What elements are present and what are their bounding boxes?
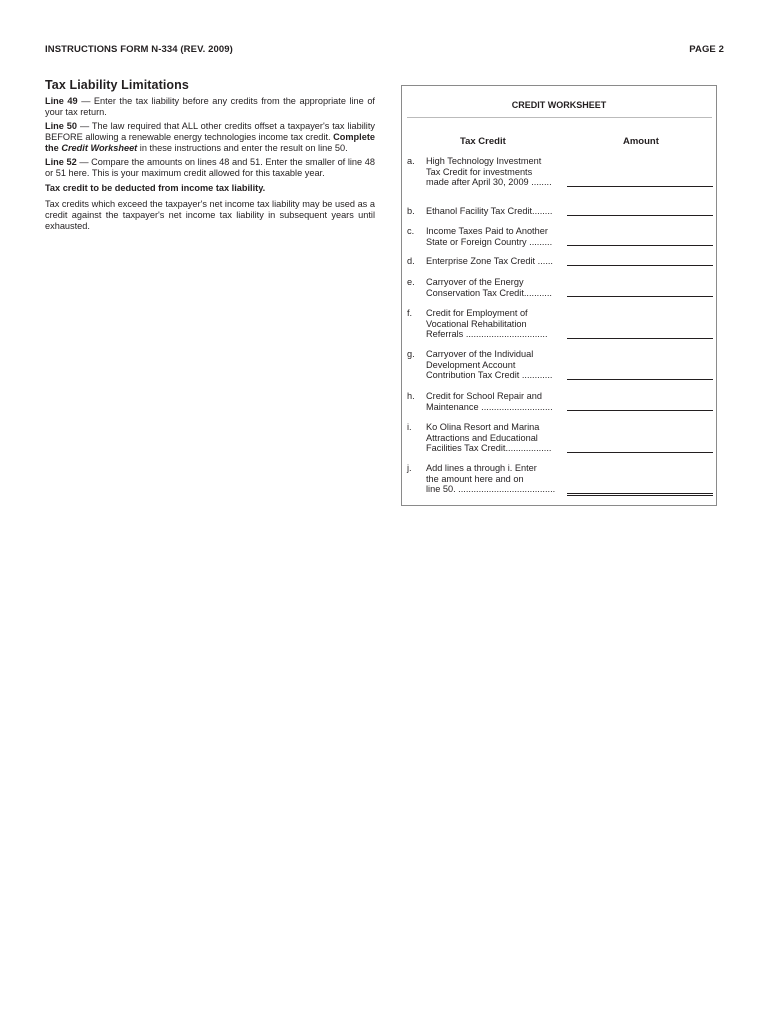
line-52-text: — Compare the amounts on lines 48 and 51. Enter the smaller of line 48 or 51 here. This is your maximum credit allowed for this taxable year. [45, 157, 375, 178]
form-title: INSTRUCTIONS FORM N-334 (REV. 2009) [45, 44, 233, 55]
amount-entry-line[interactable] [567, 186, 713, 187]
line-49-label: Line 49 [45, 96, 78, 106]
item-text-line: High Technology Investment [426, 156, 542, 166]
item-text-line: Conservation Tax Credit........... [426, 287, 552, 298]
item-description [426, 349, 566, 381]
item-text-line: Maintenance ............................ [426, 401, 553, 412]
item-text-line: the amount here and on [426, 473, 524, 484]
item-text-line: Add lines a through i. Enter [426, 463, 537, 473]
item-text-line: Vocational Rehabilitation [426, 318, 527, 329]
item-text-line: Enterprise Zone Tax Credit ...... [426, 256, 553, 266]
item-description [426, 206, 566, 217]
total-amount-entry-line[interactable] [567, 493, 713, 496]
item-text-line: Carryover of the Energy [426, 277, 524, 287]
item-description [426, 391, 566, 412]
item-text-line: Credit for School Repair and [426, 391, 542, 401]
item-text-line: Attractions and Educational [426, 432, 538, 443]
item-letter: d. [407, 256, 415, 266]
line-50-label: Line 50 [45, 121, 78, 131]
line-52-label: Line 52 [45, 157, 77, 167]
item-letter: b. [407, 206, 415, 216]
amount-entry-line[interactable] [567, 296, 713, 297]
amount-entry-line[interactable] [567, 452, 713, 453]
item-text-line: made after April 30, 2009 ........ [426, 177, 552, 187]
amount-entry-line[interactable] [567, 265, 713, 266]
column-header-tax-credit: Tax Credit [460, 136, 506, 147]
item-letter: a. [407, 156, 415, 166]
item-letter: g. [407, 349, 415, 359]
item-text-line: Income Taxes Paid to Another [426, 226, 548, 236]
item-text-line: Referrals ................................ [426, 329, 548, 339]
item-description [426, 308, 566, 340]
instructions-column [45, 80, 375, 235]
item-text-line: line 50. ...................................... [426, 484, 556, 494]
credit-worksheet [401, 85, 717, 506]
item-text-line: State or Foreign Country ......... [426, 236, 553, 247]
line-50-worksheet-ref: Credit Worksheet [61, 143, 138, 153]
line-50-complete: Complete the [45, 132, 375, 153]
item-description [426, 156, 566, 188]
item-description [426, 463, 566, 495]
deduct-heading: Tax credit to be deducted from income tax liability. [45, 183, 266, 193]
line-50-text-end: in these instructions and enter the result on line 50. [137, 143, 348, 153]
section-title: Tax Liability Limitations [45, 78, 189, 92]
item-description [426, 256, 566, 267]
item-letter: e. [407, 277, 415, 287]
item-description [426, 277, 566, 298]
item-letter: i. [407, 422, 412, 432]
deduct-text: Tax credits which exceed the taxpayer's net income tax liability may be used as a credit against the taxpayer's net income tax liability in subsequent years until exhausted. [45, 199, 375, 231]
item-letter: f. [407, 308, 413, 318]
line-49-instruction [45, 96, 375, 118]
line-50-text: — The law required that ALL other credits offset a taxpayer's tax liability BEFORE allowing a renewable energy technologies income tax credit. [45, 121, 375, 142]
amount-entry-line[interactable] [567, 410, 713, 411]
amount-entry-line[interactable] [567, 338, 713, 339]
item-description [426, 422, 566, 454]
item-text-line: Credit for Employment of [426, 308, 528, 318]
item-letter: h. [407, 391, 415, 401]
item-text-line: Tax Credit for investments [426, 166, 533, 177]
amount-entry-line[interactable] [567, 215, 713, 216]
item-letter: j. [407, 463, 412, 473]
item-text-line: Ko Olina Resort and Marina [426, 422, 540, 432]
page-number: PAGE 2 [689, 44, 724, 55]
item-text-line: Development Account [426, 359, 516, 370]
item-text-line: Contribution Tax Credit ............ [426, 370, 553, 380]
amount-entry-line[interactable] [567, 245, 713, 246]
column-header-amount: Amount [623, 136, 659, 147]
line-50-instruction [45, 121, 375, 154]
line-52-instruction [45, 157, 375, 179]
item-text-line: Ethanol Facility Tax Credit........ [426, 206, 553, 216]
worksheet-title-divider [407, 117, 712, 118]
item-letter: c. [407, 226, 415, 236]
worksheet-title: CREDIT WORKSHEET [511, 100, 607, 110]
line-49-text: — Enter the tax liability before any credits from the appropriate line of your tax return. [45, 96, 375, 117]
item-description [426, 226, 566, 247]
item-text-line: Carryover of the Individual [426, 349, 534, 359]
amount-entry-line[interactable] [567, 379, 713, 380]
item-text-line: Facilities Tax Credit.................. [426, 443, 552, 453]
